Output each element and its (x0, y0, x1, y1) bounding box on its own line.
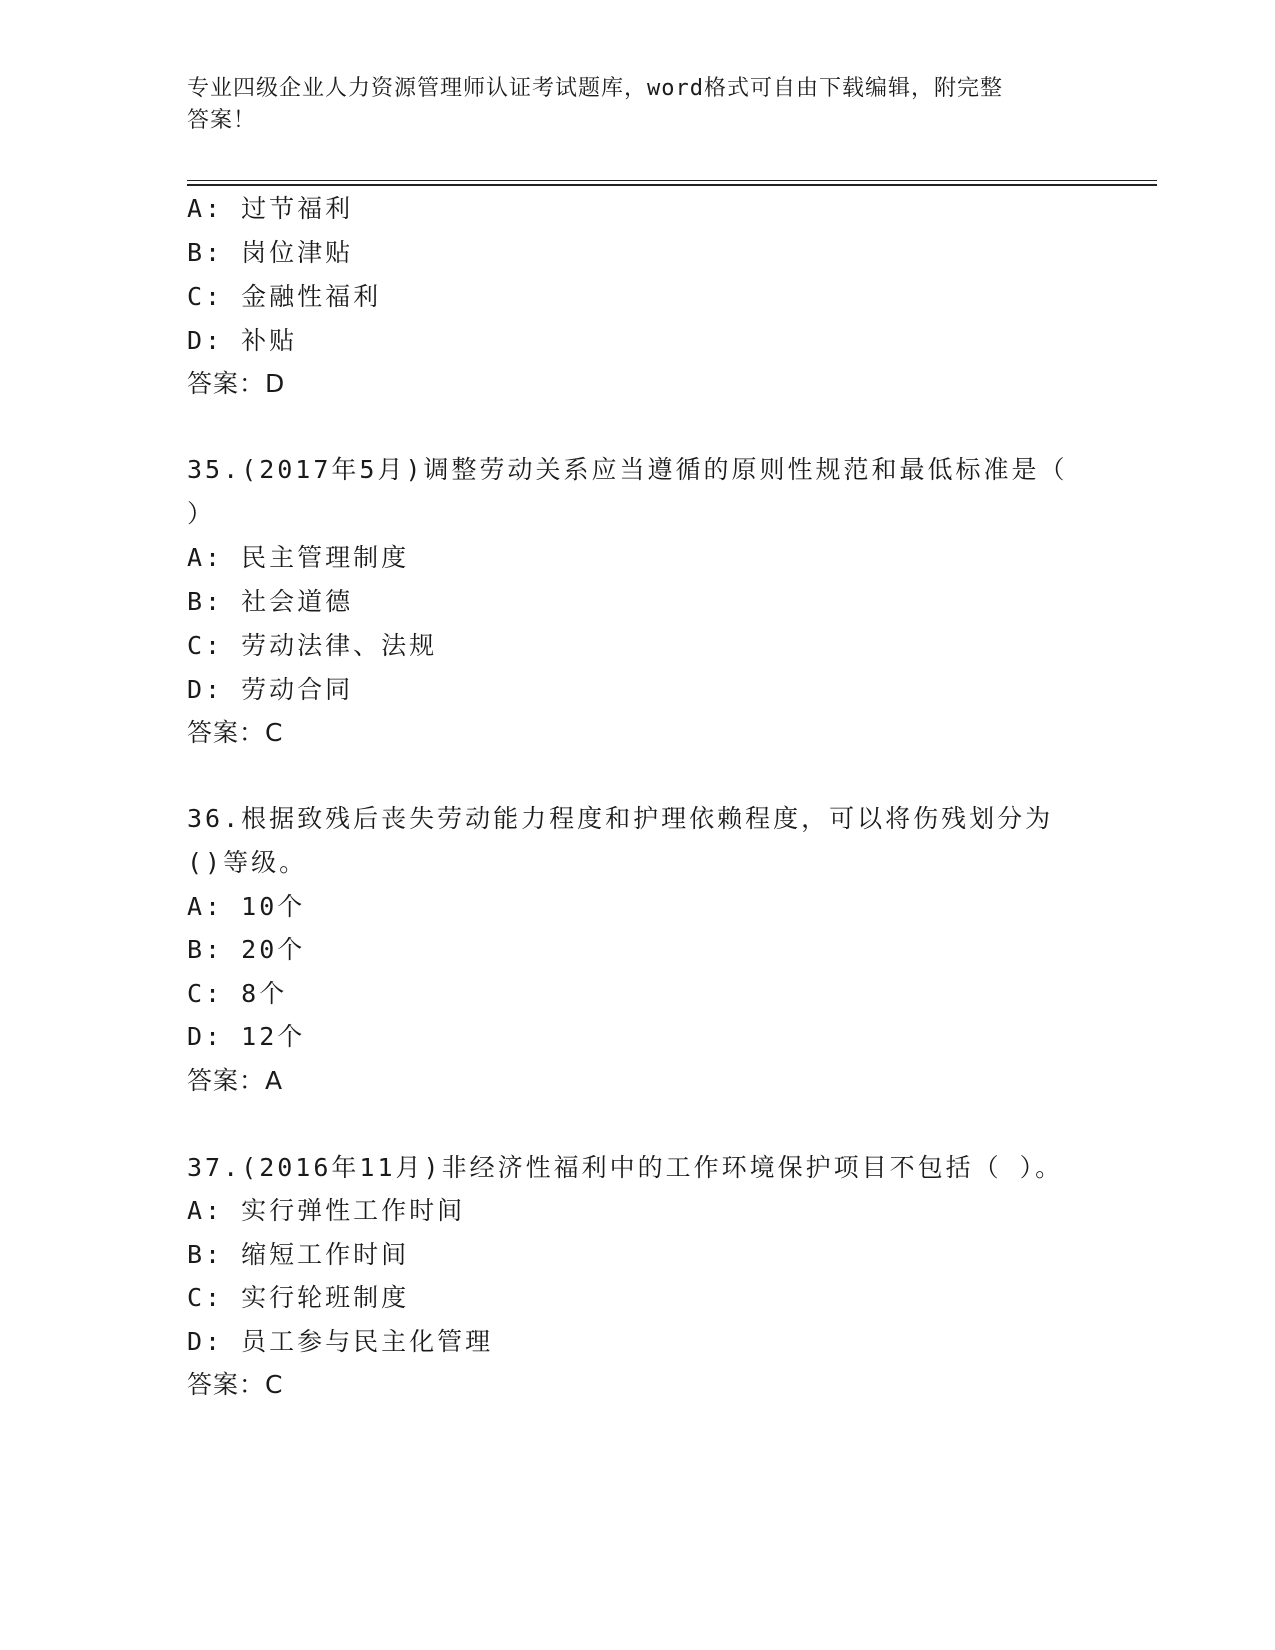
question-stem: 37.(2016年11月)非经济性福利中的工作环境保护项目不包括（ ）。 (187, 1153, 1064, 1182)
option-a: A: 10个 (187, 892, 306, 921)
option-d: D: 劳动合同 (187, 675, 354, 704)
document-header (187, 73, 1047, 137)
option-c: C: 8个 (187, 979, 288, 1008)
option-d: D: 补贴 (187, 326, 298, 355)
option-b: B: 岗位津贴 (187, 238, 354, 267)
option-a: A: 过节福利 (187, 194, 354, 223)
option-c: C: 劳动法律、法规 (187, 631, 438, 660)
answer: 答案：D (187, 369, 286, 398)
header-line-1: 专业四级企业人力资源管理师认证考试题库，word格式可自由下载编辑，附完整 (187, 76, 1003, 101)
option-a: A: 民主管理制度 (187, 543, 410, 572)
option-b: B: 缩短工作时间 (187, 1240, 410, 1269)
option-d: D: 12个 (187, 1022, 306, 1051)
question-stem-cont: ） (187, 499, 216, 528)
question-stem: 35.(2017年5月)调整劳动关系应当遵循的原则性规范和最低标准是（ (187, 455, 1068, 484)
answer: 答案：C (187, 1370, 284, 1399)
question-stem-cont: ()等级。 (187, 848, 308, 877)
option-a: A: 实行弹性工作时间 (187, 1196, 466, 1225)
header-line-2: 答案！ (187, 108, 257, 133)
question-stem: 36.根据致残后丧失劳动能力程度和护理依赖程度，可以将伤残划分为 (187, 804, 1054, 833)
option-b: B: 20个 (187, 935, 306, 964)
answer: 答案：C (187, 718, 284, 747)
option-b: B: 社会道德 (187, 587, 354, 616)
option-c: C: 实行轮班制度 (187, 1283, 410, 1312)
option-c: C: 金融性福利 (187, 282, 382, 311)
option-d: D: 员工参与民主化管理 (187, 1327, 494, 1356)
answer: 答案：A (187, 1066, 284, 1095)
